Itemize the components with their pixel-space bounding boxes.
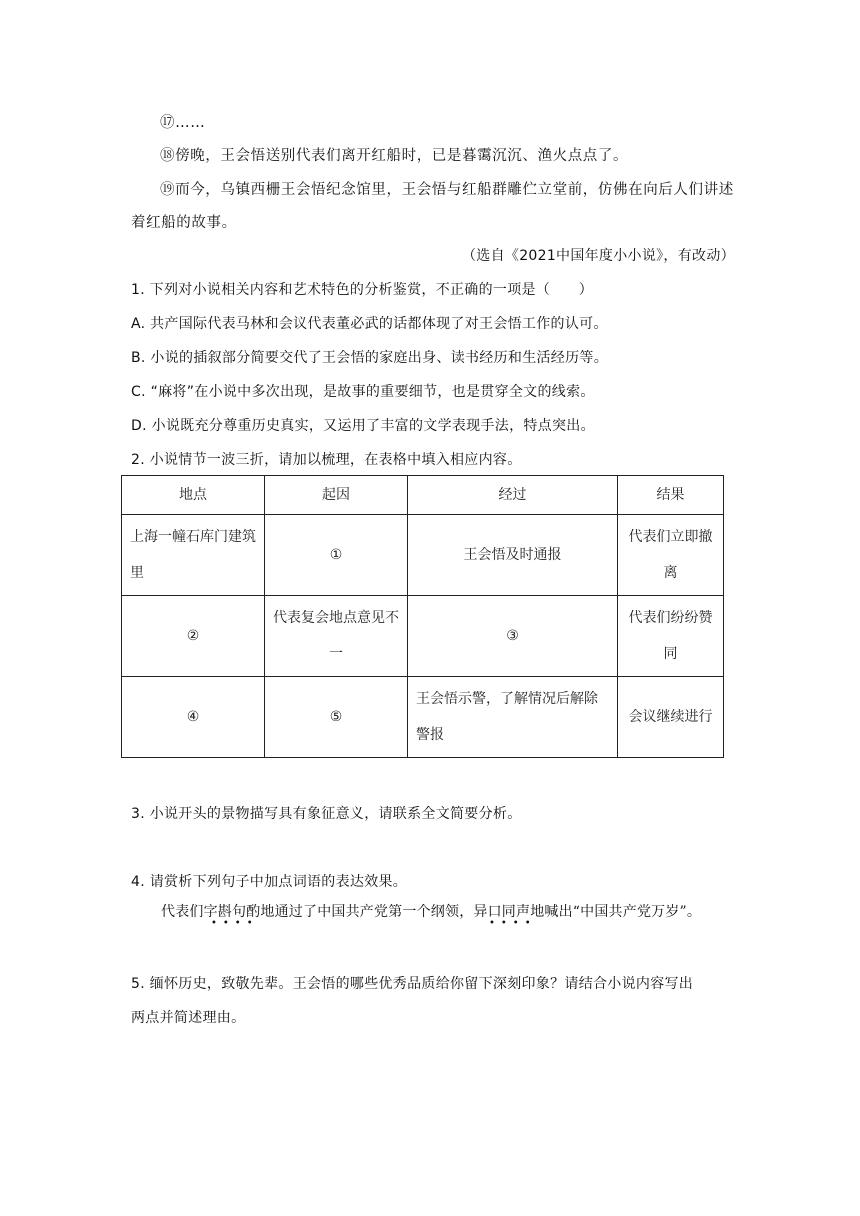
passage-paragraph-18: ⑱傍晚，王会悟送别代表们离开红船时，已是暮霭沉沉、渔火点点了。 <box>160 148 629 164</box>
table-header-cell: 经过 <box>408 476 618 515</box>
passage-paragraph-19-line-2: 着红船的故事。 <box>131 215 237 231</box>
table-header-row <box>122 476 724 515</box>
question-4-sentence: 代表们字斟句酌地通过了中国共产党第一个纲领，异口同声地喊出“中国共产党万岁”。 <box>161 904 702 920</box>
question-4-stem: 4. 请赏析下列句子中加点词语的表达效果。 <box>131 874 408 890</box>
question-1-option-d: D. 小说既充分尊重历史真实，又运用了丰富的文学表现手法，特点突出。 <box>131 418 595 434</box>
table-row <box>122 515 724 596</box>
table-cell: 王会悟及时通报 <box>408 515 618 596</box>
table-cell: 代表们立即撤离 <box>618 515 724 596</box>
table-cell: ⑤ <box>265 677 408 758</box>
question-2-stem: 2. 小说情节一波三折，请加以梳理，在表格中填入相应内容。 <box>131 452 522 468</box>
table-header-cell: 地点 <box>122 476 265 515</box>
emphasis-dots-2: •••• <box>489 918 537 929</box>
question-3-stem: 3. 小说开头的景物描写具有象征意义，请联系全文简要分析。 <box>131 806 522 822</box>
passage-paragraph-19-line-1: ⑲而今，乌镇西栅王会悟纪念馆里，王会悟与红船群雕伫立堂前，仿佛在向后人们讲述 <box>160 182 734 198</box>
table-cell: 上海一幢石库门建筑里 <box>122 515 265 596</box>
table-cell: ④ <box>122 677 265 758</box>
question-1-stem: 1. 下列对小说相关内容和艺术特色的分析鉴赏，不正确的一项是（ ） <box>131 282 594 298</box>
question-5-line-1: 5. 缅怀历史，致敬先辈。王会悟的哪些优秀品质给你留下深刻印象？请结合小说内容写出 <box>131 976 694 992</box>
question-1-option-b: B. 小说的插叙部分简要交代了王会悟的家庭出身、读书经历和生活经历等。 <box>131 350 609 366</box>
table-cell: 王会悟示警，了解情况后解除警报 <box>408 677 618 758</box>
passage-source: （选自《2021中国年度小小说》，有改动） <box>462 248 735 264</box>
emphasis-dots-1: •••• <box>211 918 259 929</box>
table-cell: 代表们纷纷赞同 <box>618 596 724 677</box>
table-header-cell: 结果 <box>618 476 724 515</box>
plot-table <box>121 475 724 758</box>
table-cell: ③ <box>408 596 618 677</box>
table-cell: ② <box>122 596 265 677</box>
table-row <box>122 677 724 758</box>
table-cell: ① <box>265 515 408 596</box>
question-1-option-a: A. 共产国际代表马林和会议代表董必武的话都体现了对王会悟工作的认可。 <box>131 316 608 332</box>
table-header-cell: 起因 <box>265 476 408 515</box>
question-1-option-c: C. “麻将”在小说中多次出现，是故事的重要细节，也是贯穿全文的线索。 <box>131 384 595 400</box>
table-cell: 代表复会地点意见不一 <box>265 596 408 677</box>
passage-paragraph-17: ⑰…… <box>160 115 206 131</box>
question-5-line-2: 两点并简述理由。 <box>131 1010 246 1026</box>
table-cell: 会议继续进行 <box>618 677 724 758</box>
table-row <box>122 596 724 677</box>
